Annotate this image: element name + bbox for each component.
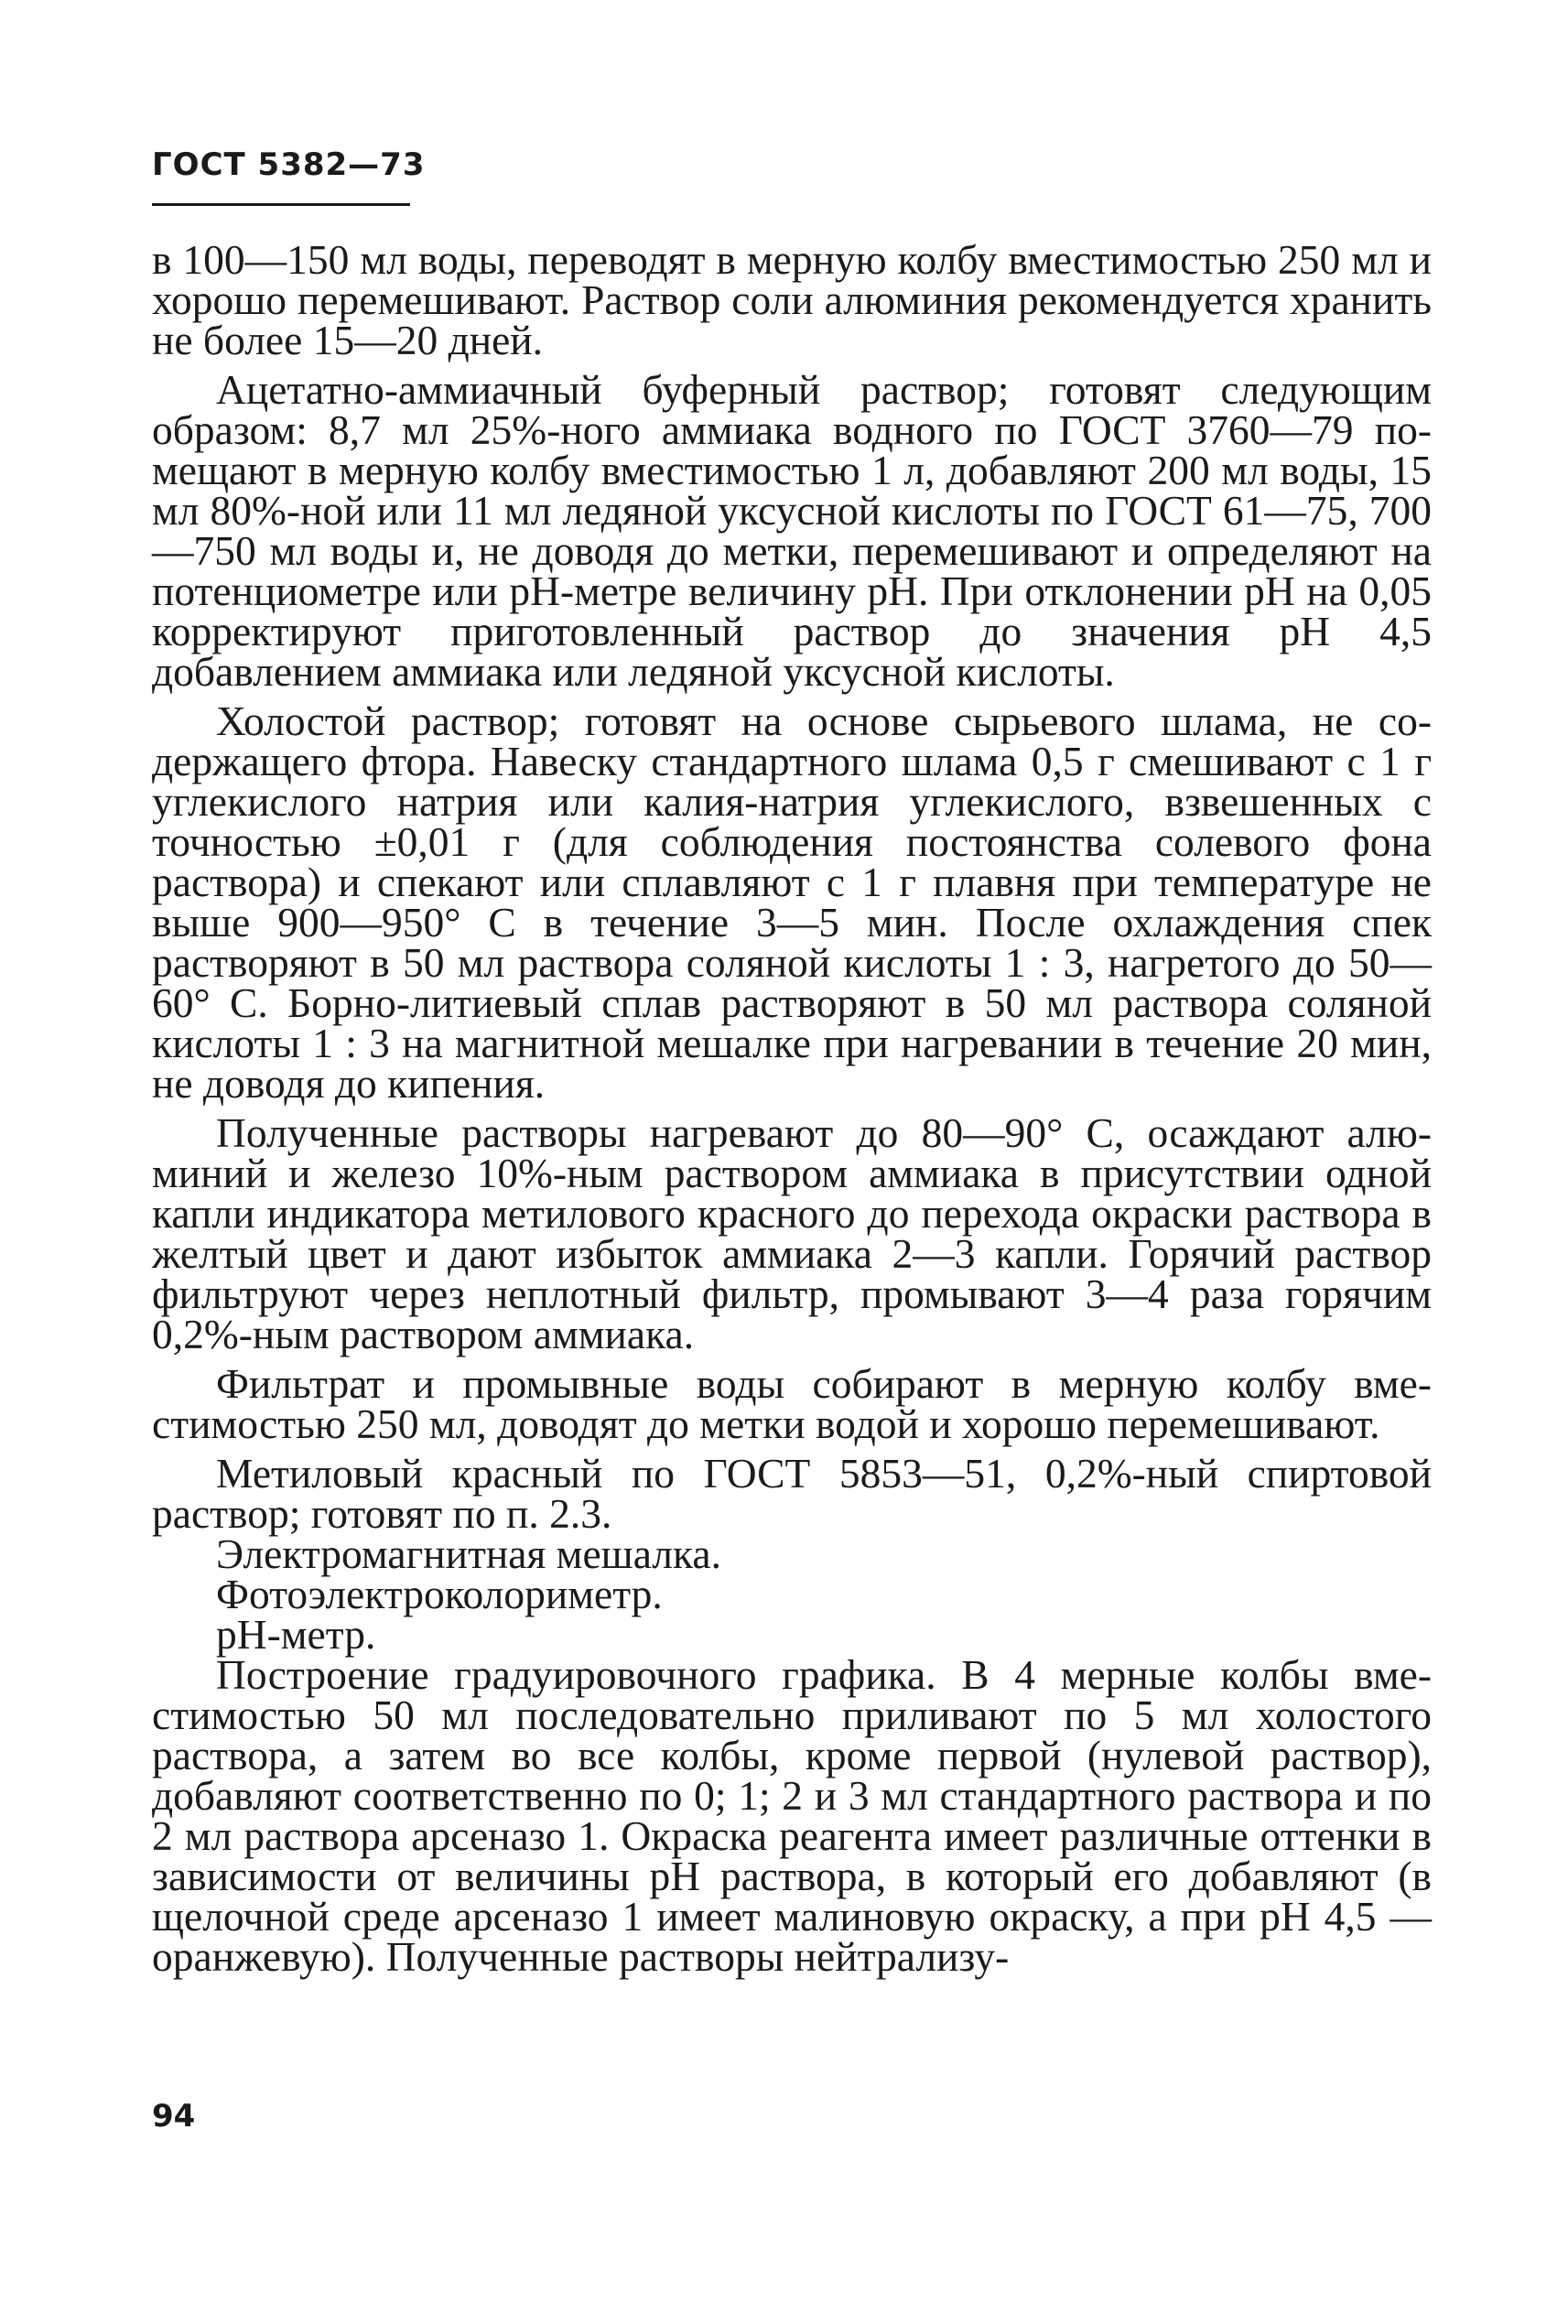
paragraph-filtrate: Фильтрат и промывные воды собирают в мерную колбу вместимостью 250 мл, доводят до метки водой и хорошо перемешивают. (152, 1360, 1432, 1447)
header-underline (152, 203, 410, 206)
equipment-item: Электромагнитная мешалка. (216, 1530, 721, 1577)
paragraph-precipitation: Полученные растворы нагревают до 80—90° С, осаждают алюминий и железо 10%-ным раствором аммиака в присутствии одной капли индикатора метилового красного до перехода окраски раствора в желтый цвет и дают избыток аммиака 2—3 капли. Горячий раствор фильтруют через неплотный фильтр, промывают 3—4 раза горячим 0,2%-ным раствором аммиака. (152, 1109, 1432, 1357)
document-header: ГОСТ 5382—73 (152, 146, 426, 183)
paragraph-calibration-graph: Построение градуировочного графика. В 4 мерные колбы вместимостью 50 мл последовательно приливают по 5 мл холостого раствора, а затем во все колбы, кроме первой (нулевой раствор), добавляют соответственно по 0; 1; 2 и 3 мл стандартного раствора и по 2 мл раствора арсеназо 1. Окраска реагента имеет различные оттенки в зависимости от величины рН раствора, в который его добавляют (в щелочной среде арсеназо 1 имеет малиновую окраску, а при рН 4,5 — оранжевую). Полученные растворы нейтрализу- (152, 1651, 1432, 1980)
document-body (152, 236, 1432, 1986)
paragraph-buffer-solution: Ацетатно-аммиачный буферный раствор; готовят следующим образом: 8,7 мл 25%-ного аммиака водного по ГОСТ 3760—79 помещают в мерную колбу вместимостью 1 л, добавляют 200 мл воды, 15 мл 80%-ной или 11 мл ледяной уксусной кислоты по ГОСТ 61—75, 700—750 мл воды и, не доводя до метки, перемешивают и определяют на потенциометре или рН-метре величину рН. При отклонении рН на 0,05 корректируют приготовленный раствор до значения рН 4,5 добавлением аммиака или ледяной уксусной кислоты. (152, 366, 1432, 695)
paragraph-continuation: в 100—150 мл воды, переводят в мерную колбу вместимостью 250 мл и хорошо перемешивают. Раствор соли алюминия рекомендуется хранить не более 15—20 дней. (152, 236, 1432, 363)
page-number: 94 (152, 2098, 196, 2135)
equipment-item: рН-метр. (216, 1611, 376, 1658)
paragraph-methyl-red: Метиловый красный по ГОСТ 5853—51, 0,2%-ный спиртовой раствор; готовят по п. 2.3. (152, 1450, 1432, 1537)
equipment-item: Фотоэлектроколориметр. (216, 1571, 663, 1617)
paragraph-blank-solution: Холостой раствор; готовят на основе сырьевого шлама, не содержащего фтора. Навеску стандартного шлама 0,5 г смешивают с 1 г углекислого натрия или калия-натрия углекислого, взвешенных с точностью ±0,01 г (для соблюдения постоянства солевого фона раствора) и спекают или сплавляют с 1 г плавня при температуре не выше 900—950° С в течение 3—5 мин. После охлаждения спек растворяют в 50 мл раствора соляной кислоты 1 : 3, нагретого до 50—60° С. Борно-литиевый сплав растворяют в 50 мл раствора соляной кислоты 1 : 3 на магнитной мешалке при нагревании в течение 20 мин, не доводя до кипения. (152, 697, 1432, 1107)
